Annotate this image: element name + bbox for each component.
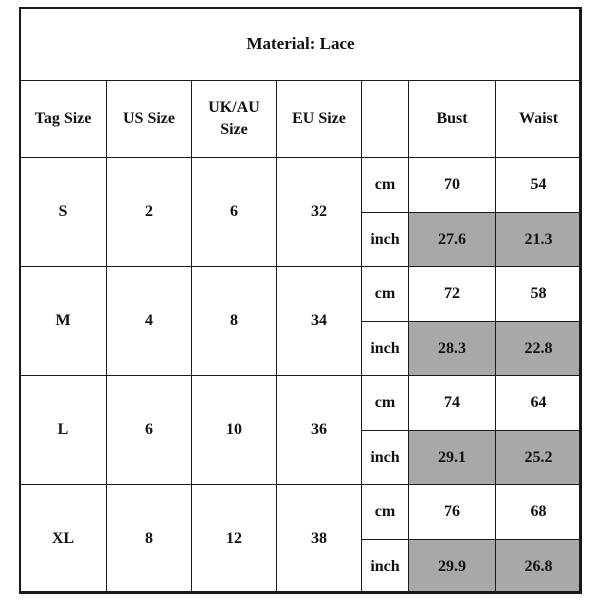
eu-size-cell: 32 [277, 158, 362, 267]
waist-cm-cell: 54 [496, 158, 582, 213]
waist-inch-cell: 25.2 [496, 431, 582, 485]
ukau-size-cell: 6 [192, 158, 277, 267]
bust-inch-cell: 29.1 [409, 431, 496, 485]
bust-inch-cell: 28.3 [409, 322, 496, 376]
eu-size-cell: 34 [277, 267, 362, 376]
header-waist: Waist [496, 81, 582, 158]
bust-cm-cell: 74 [409, 376, 496, 431]
unit-inch-cell: inch [362, 540, 409, 594]
unit-inch-cell: inch [362, 431, 409, 485]
waist-cm-cell: 68 [496, 485, 582, 540]
bust-cm-cell: 76 [409, 485, 496, 540]
us-size-cell: 2 [107, 158, 192, 267]
tag-size-cell: M [20, 267, 107, 376]
header-tag-size: Tag Size [20, 81, 107, 158]
header-ukau-size-label: UK/AU Size [208, 99, 260, 138]
table-outer-border [19, 7, 581, 593]
bust-inch-cell: 27.6 [409, 213, 496, 267]
bust-inch-cell: 29.9 [409, 540, 496, 594]
header-eu-size: EU Size [277, 81, 362, 158]
ukau-size-cell: 12 [192, 485, 277, 594]
tag-size-cell: XL [20, 485, 107, 594]
tag-size-cell: L [20, 376, 107, 485]
waist-inch-cell: 22.8 [496, 322, 582, 376]
unit-cm-cell: cm [362, 158, 409, 213]
unit-cm-cell: cm [362, 267, 409, 322]
waist-cm-cell: 58 [496, 267, 582, 322]
eu-size-cell: 36 [277, 376, 362, 485]
unit-inch-cell: inch [362, 213, 409, 267]
header-bust: Bust [409, 81, 496, 158]
us-size-cell: 6 [107, 376, 192, 485]
bust-cm-cell: 70 [409, 158, 496, 213]
us-size-cell: 4 [107, 267, 192, 376]
us-size-cell: 8 [107, 485, 192, 594]
waist-cm-cell: 64 [496, 376, 582, 431]
waist-inch-cell: 26.8 [496, 540, 582, 594]
header-us-size: US Size [107, 81, 192, 158]
table-title: Material: Lace [20, 8, 582, 81]
waist-inch-cell: 21.3 [496, 213, 582, 267]
ukau-size-cell: 10 [192, 376, 277, 485]
bust-cm-cell: 72 [409, 267, 496, 322]
tag-size-cell: S [20, 158, 107, 267]
unit-cm-cell: cm [362, 376, 409, 431]
unit-inch-cell: inch [362, 322, 409, 376]
eu-size-cell: 38 [277, 485, 362, 594]
ukau-size-cell: 8 [192, 267, 277, 376]
unit-cm-cell: cm [362, 485, 409, 540]
